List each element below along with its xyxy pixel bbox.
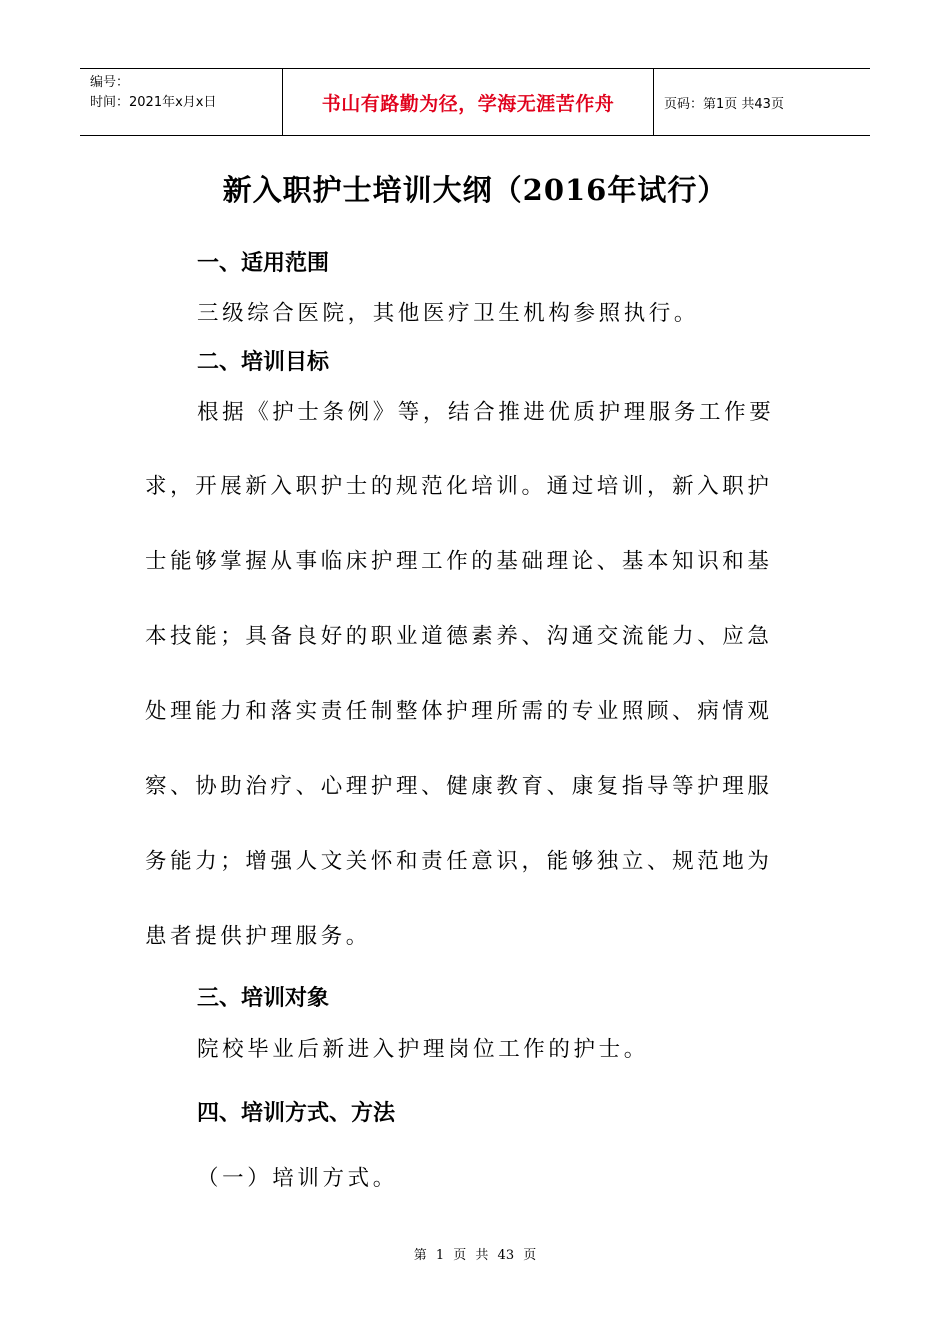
paragraph-line: 患者提供护理服务。	[145, 924, 371, 949]
section-heading-target: 三、培训对象	[197, 986, 330, 1011]
document-number: 编号：	[90, 75, 130, 90]
paragraph-line: 务能力；增强人文关怀和责任意识，能够独立、规范地为	[145, 849, 773, 874]
page-footer: 第 1 页 共 43 页	[413, 1248, 537, 1263]
header-page-info: 页码：第1页 共43页	[664, 96, 784, 112]
section-heading-scope: 一、适用范围	[197, 251, 330, 276]
paragraph-line: 本技能；具备良好的职业道德素养、沟通交流能力、应急	[145, 624, 773, 649]
paragraph-line: 根据《护士条例》等，结合推进优质护理服务工作要	[197, 400, 775, 425]
paragraph-line: 求，开展新入职护士的规范化培训。通过培训，新入职护	[145, 474, 773, 499]
section-text-scope: 三级综合医院，其他医疗卫生机构参照执行。	[197, 301, 700, 326]
page-header	[80, 68, 870, 136]
section-text-target: 院校毕业后新进入护理岗位工作的护士。	[197, 1037, 649, 1062]
paragraph-line: 察、协助治疗、心理护理、健康教育、康复指导等护理服	[145, 774, 773, 799]
paragraph-line: 士能够掌握从事临床护理工作的基础理论、基本知识和基	[145, 549, 773, 574]
section-heading-goals: 二、培训目标	[197, 350, 330, 375]
header-motto: 书山有路勤为径，学海无涯苦作舟	[282, 69, 654, 135]
header-meta	[80, 69, 282, 135]
paragraph-line: 处理能力和落实责任制整体护理所需的专业照顾、病情观	[145, 699, 773, 724]
section-heading-methods: 四、培训方式、方法	[197, 1101, 396, 1126]
document-title: 新入职护士培训大纲（2016年试行）	[222, 173, 728, 207]
document-date: 时间：2021年x月x日	[90, 95, 217, 110]
subsection-heading-methods: （一）培训方式。	[197, 1166, 398, 1191]
